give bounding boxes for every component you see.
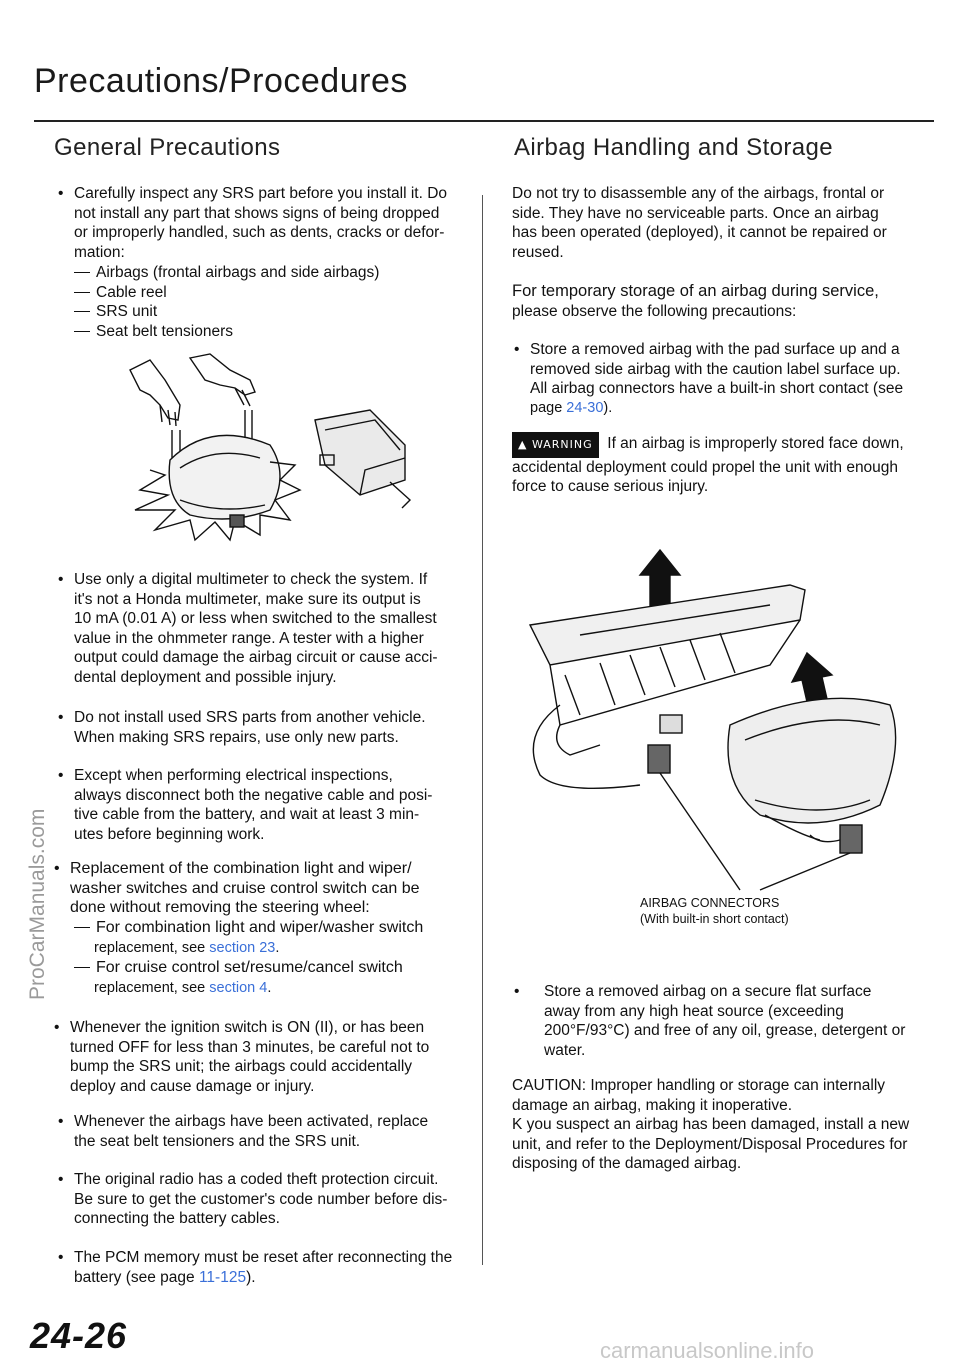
- text-line: tive cable from the battery, and wait at least 3 min-: [74, 806, 420, 824]
- text-line: battery (see page 11-125).: [74, 1268, 256, 1286]
- text-line: All airbag connectors have a built-in short contact (see: [530, 380, 904, 398]
- text-line: Do not try to disassemble any of the airbags, frontal or: [512, 185, 885, 202]
- column-divider: [482, 195, 483, 1265]
- airbag-disassemble-paragraph: [512, 184, 912, 262]
- precaution-bullet-pcm-memory: • The PCM memory must be reset after reconnecting the battery (see page 11-125).: [58, 1249, 453, 1286]
- caution-paragraph: [512, 1076, 916, 1174]
- warning-block: [512, 432, 916, 497]
- warning-badge: ▲ WARNING: [512, 432, 599, 458]
- text-line: 10 mA (0.01 A) or less when switched to the smallest: [74, 610, 437, 628]
- text-line: it's not a Honda multimeter, make sure its output is: [74, 590, 421, 608]
- text-line: disposing of the damaged airbag.: [512, 1155, 742, 1173]
- precaution-bullet-ignition: • Whenever the ignition switch is ON (II), or has been turned OFF for less than 3 minutes, be careful not to bump the SRS unit; the airbags could accidentally deploy and cause damage or injury.: [54, 1018, 454, 1096]
- precaution-bullet-switch-replacement: • Replacement of the combination light and wiper/ washer switches and cruise control switch can be done without removing the steering wheel:: [54, 859, 454, 918]
- text-line: mation:: [74, 243, 125, 261]
- text-line: K you suspect an airbag has been damaged, install a new: [512, 1116, 910, 1134]
- text-line: utes before beginning work.: [74, 825, 265, 843]
- general-precautions-heading: General Precautions: [54, 134, 281, 161]
- text-line: If an airbag is improperly stored face down,: [607, 435, 904, 452]
- text-line: output could damage the airbag circuit or cause acci-: [74, 649, 438, 667]
- list-item-airbags: Airbags (frontal airbags and side airbags): [74, 264, 379, 282]
- precaution-bullet-airbags-activated: • Whenever the airbags have been activated, replace the seat belt tensioners and the SRS unit.: [58, 1112, 454, 1151]
- side-watermark: ProCarManuals.com: [26, 808, 49, 1000]
- precaution-bullet-disconnect-battery: • Except when performing electrical inspections, always disconnect both the negative cable and posi- tive cable from the battery, and wait at least 3 min- utes before beginning work.: [58, 766, 454, 844]
- page-title: Precautions/Procedures: [34, 62, 408, 100]
- text-line: bump the SRS unit; the airbags could accidentally: [70, 1058, 413, 1076]
- text-line: The original radio has a coded theft protection circuit.: [74, 1171, 439, 1188]
- precaution-bullet-used-parts: • Do not install used SRS parts from another vehicle. When making SRS repairs, use only new parts.: [58, 708, 454, 747]
- text-line: Carefully inspect any SRS part before you install it. Do: [74, 185, 448, 202]
- text-line: Store a removed airbag on a secure flat surface: [544, 983, 872, 1000]
- text-line: force to cause serious injury.: [512, 478, 709, 496]
- airbag-pad-icon: [169, 435, 280, 519]
- precaution-bullet-inspect: [58, 184, 454, 262]
- text-line: The PCM memory must be reset after reconnecting the: [74, 1249, 453, 1266]
- text-line: value in the ohmmeter range. A tester with a higher: [74, 629, 424, 647]
- sub-item-cruise-switch: For cruise control set/resume/cancel switch: [74, 959, 403, 977]
- text-line: Whenever the airbags have been activated, replace: [74, 1113, 429, 1130]
- storage-bullet-flat-surface: • Store a removed airbag on a secure flat surface away from any high heat source (exceeding 200°F/93°C) and free of any oil, grease, detergent or water.: [514, 982, 914, 1060]
- temporary-storage-intro: [512, 282, 912, 321]
- hand-left-icon: [130, 360, 180, 420]
- text-line: has been operated (deployed), it cannot be repaired or: [512, 224, 887, 242]
- text-line: damage an airbag, making it inoperative.: [512, 1096, 793, 1114]
- precaution-bullet-radio-code: • The original radio has a coded theft protection circuit. Be sure to get the customer's code number before dis- connecting the battery cables.: [58, 1170, 454, 1229]
- text-line: away from any high heat source (exceeding: [544, 1002, 844, 1020]
- text-line: Store a removed airbag with the pad surface up and a: [530, 341, 900, 358]
- text-line: please observe the following precautions:: [512, 302, 797, 320]
- text-line: done without removing the steering wheel:: [70, 899, 370, 917]
- text-line: or improperly handled, such as dents, cracks or defor-: [74, 224, 445, 242]
- ref-combination-switch: replacement, see section 23.: [94, 940, 280, 956]
- list-item-srs-unit: SRS unit: [74, 303, 157, 321]
- warning-triangle-icon: ▲: [518, 438, 528, 451]
- page-11-125-link[interactable]: 11-125: [198, 1268, 247, 1286]
- text-line: page 24-30).: [530, 399, 613, 416]
- text-line: side. They have no serviceable parts. Once an airbag: [512, 204, 879, 222]
- text-line: unit, and refer to the Deployment/Disposal Procedures for: [512, 1135, 908, 1153]
- text-line: Do not install used SRS parts from another vehicle.: [74, 709, 426, 726]
- text-line: not install any part that shows signs of being dropped: [74, 204, 440, 222]
- ref-cruise-switch: replacement, see section 4.: [94, 980, 272, 996]
- sub-item-combination-switch: For combination light and wiper/washer switch: [74, 919, 423, 937]
- footer-site-watermark: carmanualsonline.info: [600, 1338, 815, 1363]
- text-line: Except when performing electrical inspections,: [74, 767, 393, 784]
- section-4-link[interactable]: section 4: [209, 980, 268, 996]
- srs-handling-illustration: [120, 350, 440, 550]
- stored-airbags-illustration: [520, 545, 930, 895]
- text-line: removed side airbag with the caution label surface up.: [530, 360, 901, 378]
- text-line: water.: [544, 1041, 586, 1059]
- airbag-connectors-caption: AIRBAG CONNECTORS (With built-in short contact): [640, 896, 789, 926]
- text-line: Be sure to get the customer's code number before dis-: [74, 1190, 448, 1208]
- text-line: deploy and cause damage or injury.: [70, 1077, 315, 1095]
- text-line: 200°F/93°C) and free of any oil, grease, detergent or: [544, 1022, 906, 1040]
- header-rule: [34, 120, 934, 122]
- frontal-airbag-icon: [728, 698, 896, 823]
- text-line: Use only a digital multimeter to check the system. If: [74, 571, 428, 588]
- airbag-handling-heading: Airbag Handling and Storage: [514, 134, 834, 161]
- text-line: Replacement of the combination light and wiper/: [70, 860, 412, 877]
- text-line: When making SRS repairs, use only new parts.: [74, 728, 399, 746]
- text-line: turned OFF for less than 3 minutes, be careful not to: [70, 1038, 430, 1056]
- text-line: the seat belt tensioners and the SRS unit.: [74, 1132, 361, 1150]
- page-number: 24-26: [30, 1315, 128, 1356]
- list-item-cable-reel: Cable reel: [74, 284, 167, 302]
- section-23-link[interactable]: section 23: [209, 940, 276, 956]
- text-line: always disconnect both the negative cable and posi-: [74, 786, 433, 804]
- precaution-bullet-multimeter: • Use only a digital multimeter to check the system. If it's not a Honda multimeter, make sure its output is 10 mA (0.01 A) or less when switched to the smallest value in the ohmmeter range. A tester with a higher output could damage the airbag circuit or cause acci- dental deployment and possible injury.: [58, 570, 454, 688]
- hand-right-icon: [190, 354, 255, 395]
- text-line: dental deployment and possible injury.: [74, 668, 337, 686]
- list-item-seat-belt-tensioners: Seat belt tensioners: [74, 323, 233, 341]
- text-line: connecting the battery cables.: [74, 1210, 280, 1228]
- text-line: For temporary storage of an airbag during service,: [512, 282, 879, 300]
- page-24-30-link[interactable]: 24-30: [566, 399, 604, 416]
- text-line: reused.: [512, 243, 564, 261]
- text-line: washer switches and cruise control switch can be: [70, 879, 420, 897]
- text-line: accidental deployment could propel the unit with enough: [512, 458, 899, 476]
- text-line: CAUTION: Improper handling or storage can internally: [512, 1077, 886, 1094]
- bullet-dot: •: [58, 185, 64, 202]
- text-line: Whenever the ignition switch is ON (II), or has been: [70, 1019, 425, 1036]
- storage-bullet-pad-up: • Store a removed airbag with the pad surface up and a removed side airbag with the caution label surface up. All airbag connectors have a built-in short contact (see page 24-30).: [514, 340, 914, 418]
